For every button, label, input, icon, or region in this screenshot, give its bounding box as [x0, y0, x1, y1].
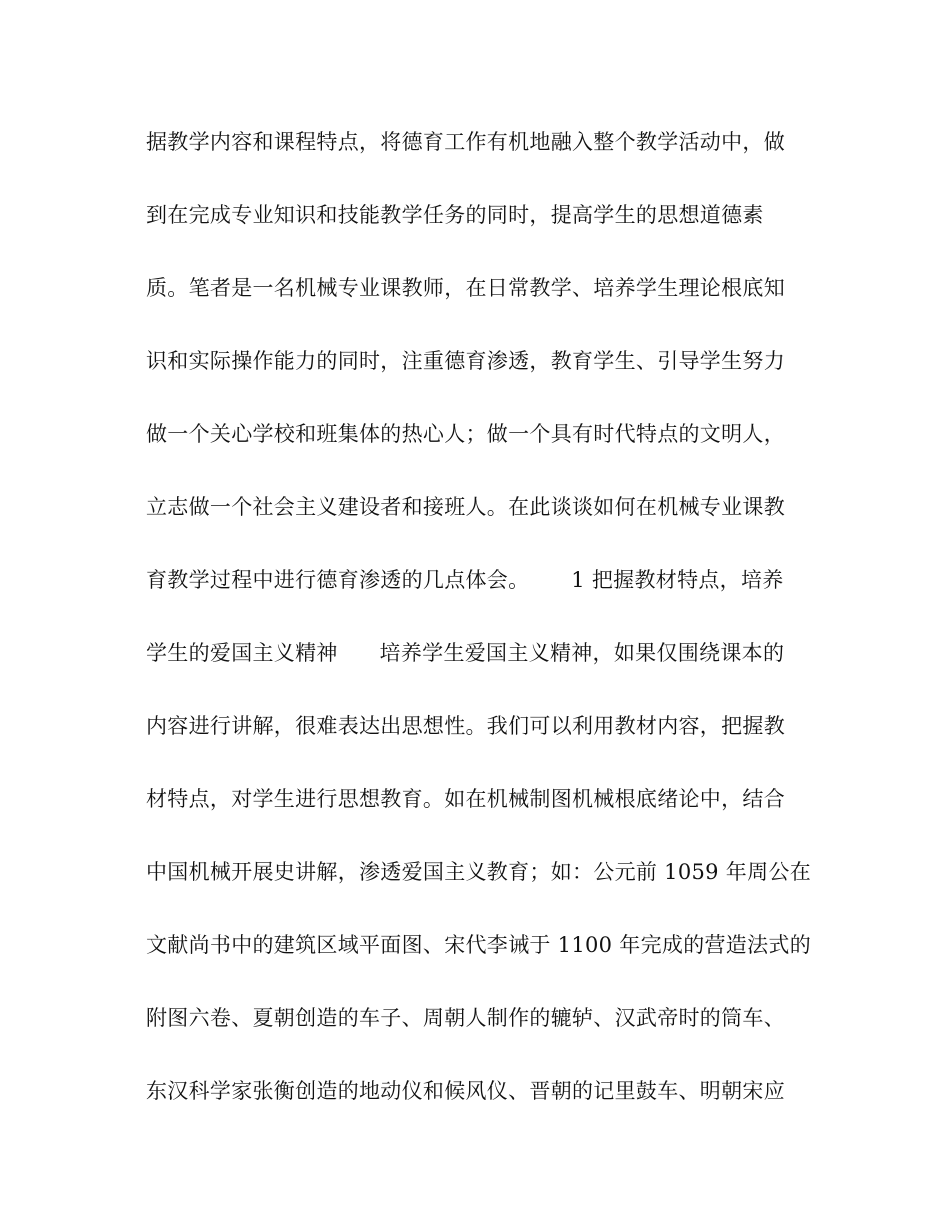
text-line: 学生的爱国主义精神 培养学生爱国主义精神，如果仅围绕课本的	[146, 641, 785, 665]
text-line: 据教学内容和课程特点，将德育工作有机地融入整个教学活动中，做	[146, 130, 785, 154]
body-text	[146, 120, 826, 1142]
text-line: 识和实际操作能力的同时，注重德育渗透，教育学生、引导学生努力	[146, 349, 785, 373]
text-line: 育教学过程中进行德育渗透的几点体会。 1 把握教材特点，培养	[146, 568, 784, 592]
text-line: 附图六卷、夏朝创造的车子、周朝人制作的辘轳、汉武帝时的筒车、	[146, 1006, 785, 1030]
text-line: 到在完成专业知识和技能教学任务的同时，提高学生的思想道德素	[146, 203, 764, 227]
text-line: 立志做一个社会主义建设者和接班人。在此谈谈如何在机械专业课教	[146, 495, 785, 519]
text-line: 内容进行讲解，很难表达出思想性。我们可以利用教材内容，把握教	[146, 714, 785, 738]
text-line: 材特点，对学生进行思想教育。如在机械制图机械根底绪论中，结合	[146, 787, 785, 811]
text-line: 质。笔者是一名机械专业课教师，在日常教学、培养学生理论根底知	[146, 276, 785, 300]
text-line: 东汉科学家张衡创造的地动仪和候风仪、晋朝的记里鼓车、明朝宋应	[146, 1079, 785, 1103]
text-line: 做一个关心学校和班集体的热心人；做一个具有时代特点的文明人，	[146, 422, 785, 446]
text-line: 文献尚书中的建筑区域平面图、宋代李诫于 1100 年完成的营造法式的	[146, 933, 811, 957]
text-line: 中国机械开展史讲解，渗透爱国主义教育；如：公元前 1059 年周公在	[146, 860, 811, 884]
